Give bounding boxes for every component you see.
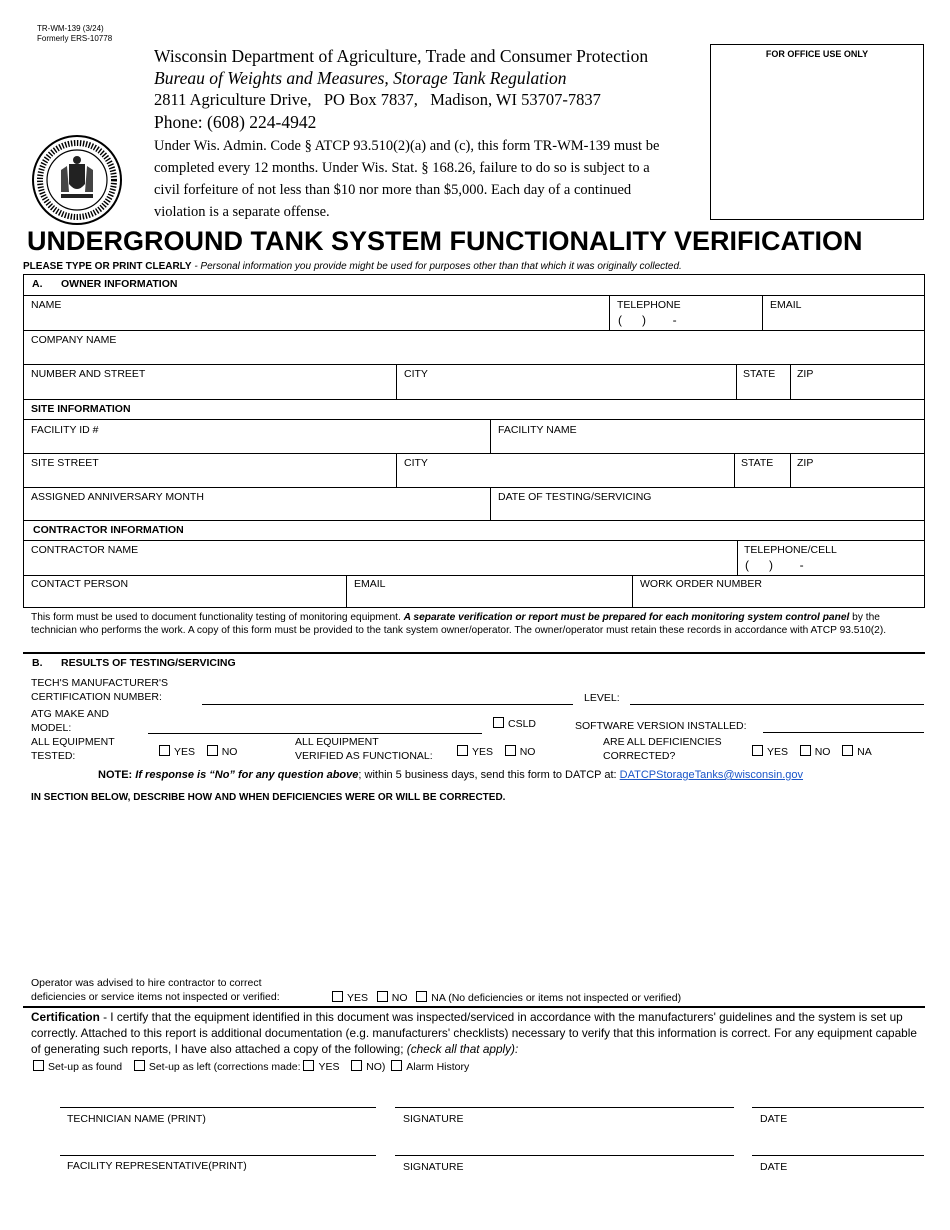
technician-name-line[interactable] (60, 1107, 376, 1108)
date-testing-label: DATE OF TESTING/SERVICING (498, 491, 652, 503)
contractor-phone-mask: ( ) - (745, 558, 804, 572)
office-use-box (710, 44, 924, 220)
all-equipment-tested-label: ALL EQUIPMENT TESTED: (31, 736, 115, 762)
technician-date-label: DATE (760, 1113, 788, 1125)
software-version-label: SOFTWARE VERSION INSTALLED: (575, 720, 747, 732)
form-title: UNDERGROUND TANK SYSTEM FUNCTIONALITY VERIFICATION (27, 226, 863, 256)
contractor-name-label: CONTRACTOR NAME (31, 544, 139, 556)
csld-option[interactable]: CSLD (493, 717, 536, 730)
setup-found-checkbox[interactable] (33, 1060, 44, 1071)
corrected-na-checkbox[interactable] (842, 745, 853, 756)
setup-options: Set-up as found Set-up as left (corrections made: YES NO) Alarm History (33, 1060, 469, 1073)
agency-name: Wisconsin Department of Agriculture, Trade and Consumer Protection (154, 46, 649, 66)
operator-advised-options: YES NO NA (No deficiencies or items not inspected or verified) (332, 991, 681, 1004)
section-a-letter: A. (32, 278, 43, 290)
anniversary-month-label: ASSIGNED ANNIVERSARY MONTH (31, 491, 204, 503)
contractor-email-label: EMAIL (354, 578, 386, 590)
owner-street-label: NUMBER AND STREET (31, 368, 146, 380)
rep-date-line[interactable] (752, 1155, 924, 1156)
site-state-label: STATE (741, 457, 774, 469)
owner-state-label: STATE (743, 368, 776, 380)
functional-yes-checkbox[interactable] (457, 745, 468, 756)
section-a-title: OWNER INFORMATION (61, 278, 178, 290)
contractor-info-title: CONTRACTOR INFORMATION (33, 524, 184, 536)
note-text: NOTE: If response is “No” for any question above; within 5 business days, send this form to DATCP at: DATCPStorageTanks@wisconsin.gov (98, 769, 804, 781)
level-label: LEVEL: (584, 692, 620, 704)
technician-signature-line[interactable] (395, 1107, 734, 1108)
facility-id-label: FACILITY ID # (31, 424, 99, 436)
owner-city-label: CITY (404, 368, 428, 380)
facility-name-label: FACILITY NAME (498, 424, 577, 436)
contact-person-label: CONTACT PERSON (31, 578, 129, 590)
csld-checkbox[interactable] (493, 717, 504, 728)
tested-options: YES NO (159, 745, 237, 758)
owner-phone-mask: ( ) - (618, 313, 677, 327)
describe-deficiencies-label: IN SECTION BELOW, DESCRIBE HOW AND WHEN DEFICIENCIES WERE OR WILL BE CORRECTED. (31, 792, 506, 803)
owner-zip-label: ZIP (797, 368, 814, 380)
functional-options: YES NO (457, 745, 535, 758)
formerly-id: Formerly ERS-10778 (37, 34, 113, 43)
verified-functional-label: ALL EQUIPMENT VERIFIED AS FUNCTIONAL: (295, 736, 433, 762)
work-order-label: WORK ORDER NUMBER (640, 578, 762, 590)
corrected-options: YES NO NA (752, 745, 872, 758)
deficiency-description-area[interactable] (23, 806, 925, 974)
instructions: PLEASE TYPE OR PRINT CLEARLY - Personal information you provide might be used for purposes other than that which it was originally collected. (23, 261, 682, 272)
section-b-letter: B. (32, 657, 43, 669)
technician-date-line[interactable] (752, 1107, 924, 1108)
rep-name-line[interactable] (60, 1155, 376, 1156)
functional-no-checkbox[interactable] (505, 745, 516, 756)
site-street-label: SITE STREET (31, 457, 99, 469)
technician-signature-label: SIGNATURE (403, 1113, 464, 1125)
level-field[interactable] (630, 704, 924, 705)
section-b-title: RESULTS OF TESTING/SERVICING (61, 657, 236, 669)
office-use-label: FOR OFFICE USE ONLY (765, 49, 869, 59)
corrected-no-checkbox[interactable] (800, 745, 811, 756)
site-city-label: CITY (404, 457, 428, 469)
tested-no-checkbox[interactable] (207, 745, 218, 756)
software-version-field[interactable] (763, 732, 924, 733)
operator-advised-label: Operator was advised to hire contractor to correct deficiencies or service items not inspected or verified: (31, 977, 280, 1003)
atg-model-field[interactable] (148, 733, 482, 734)
corrections-no-checkbox[interactable] (351, 1060, 362, 1071)
owner-email-label: EMAIL (770, 299, 802, 311)
bureau-name: Bureau of Weights and Measures, Storage Tank Regulation (154, 68, 567, 88)
rep-date-label: DATE (760, 1161, 788, 1173)
wisconsin-seal-icon (31, 134, 123, 226)
notice-text: This form must be used to document functionality testing of monitoring equipment. A separate verification or report must be prepared for each monitoring system control panel by the technician who performs the work. A copy of this form must be provided to the tank system owner/operator. The owner/operator must retain these records in accordance with ATCP 93.510(2). (31, 612, 887, 636)
rep-signature-line[interactable] (395, 1155, 734, 1156)
site-info-title: SITE INFORMATION (31, 403, 131, 415)
operator-no-checkbox[interactable] (377, 991, 388, 1002)
form-id: TR-WM-139 (3/24) (37, 24, 104, 33)
contractor-telephone-label: TELEPHONE/CELL (744, 544, 837, 556)
company-name-label: COMPANY NAME (31, 334, 117, 346)
agency-phone: Phone: (608) 224-4942 (154, 112, 317, 132)
technician-name-label: TECHNICIAN NAME (PRINT) (67, 1113, 206, 1125)
corrections-yes-checkbox[interactable] (303, 1060, 314, 1071)
alarm-history-checkbox[interactable] (391, 1060, 402, 1071)
rep-signature-label: SIGNATURE (403, 1161, 464, 1173)
legal-text: Under Wis. Admin. Code § ATCP 93.510(2)(a) and (c), this form TR-WM-139 must be completed every 12 months. Under Wis. Stat. § 168.26, failure to do so is subject to a civil forfeiture of not less than $10 nor more than $5,000. Each day of a continued violation is a separate offense. (154, 138, 660, 220)
site-zip-label: ZIP (797, 457, 814, 469)
operator-na-checkbox[interactable] (416, 991, 427, 1002)
agency-address: 2811 Agriculture Drive, PO Box 7837, Madison, WI 53707-7837 (154, 90, 601, 109)
setup-left-checkbox[interactable] (134, 1060, 145, 1071)
owner-telephone-label: TELEPHONE (617, 299, 681, 311)
deficiencies-corrected-label: ARE ALL DEFICIENCIES CORRECTED? (603, 736, 722, 762)
facility-rep-label: FACILITY REPRESENTATIVE(PRINT) (67, 1160, 247, 1172)
tech-cert-label: TECH'S MANUFACTURER'S CERTIFICATION NUMBER: (31, 677, 169, 703)
owner-name-label: NAME (31, 299, 62, 311)
corrected-yes-checkbox[interactable] (752, 745, 763, 756)
atg-model-label: ATG MAKE AND MODEL: (31, 708, 109, 734)
datcp-email-link[interactable]: DATCPStorageTanks@wisconsin.gov (619, 769, 804, 781)
operator-yes-checkbox[interactable] (332, 991, 343, 1002)
tested-yes-checkbox[interactable] (159, 745, 170, 756)
certification-text: Certification - I certify that the equipment identified in this document was inspected/serviced in accordance with the manufacturers' guidelines and the system is set up correctly. Attached to this report is additional documentation (e.g. manufacturers' checklists) necessary to verify that this information is correct. For any equipment capable of generating such reports, I have also attached a copy of the following; (check all that apply): (31, 1010, 917, 1056)
tech-cert-field[interactable] (202, 704, 573, 705)
